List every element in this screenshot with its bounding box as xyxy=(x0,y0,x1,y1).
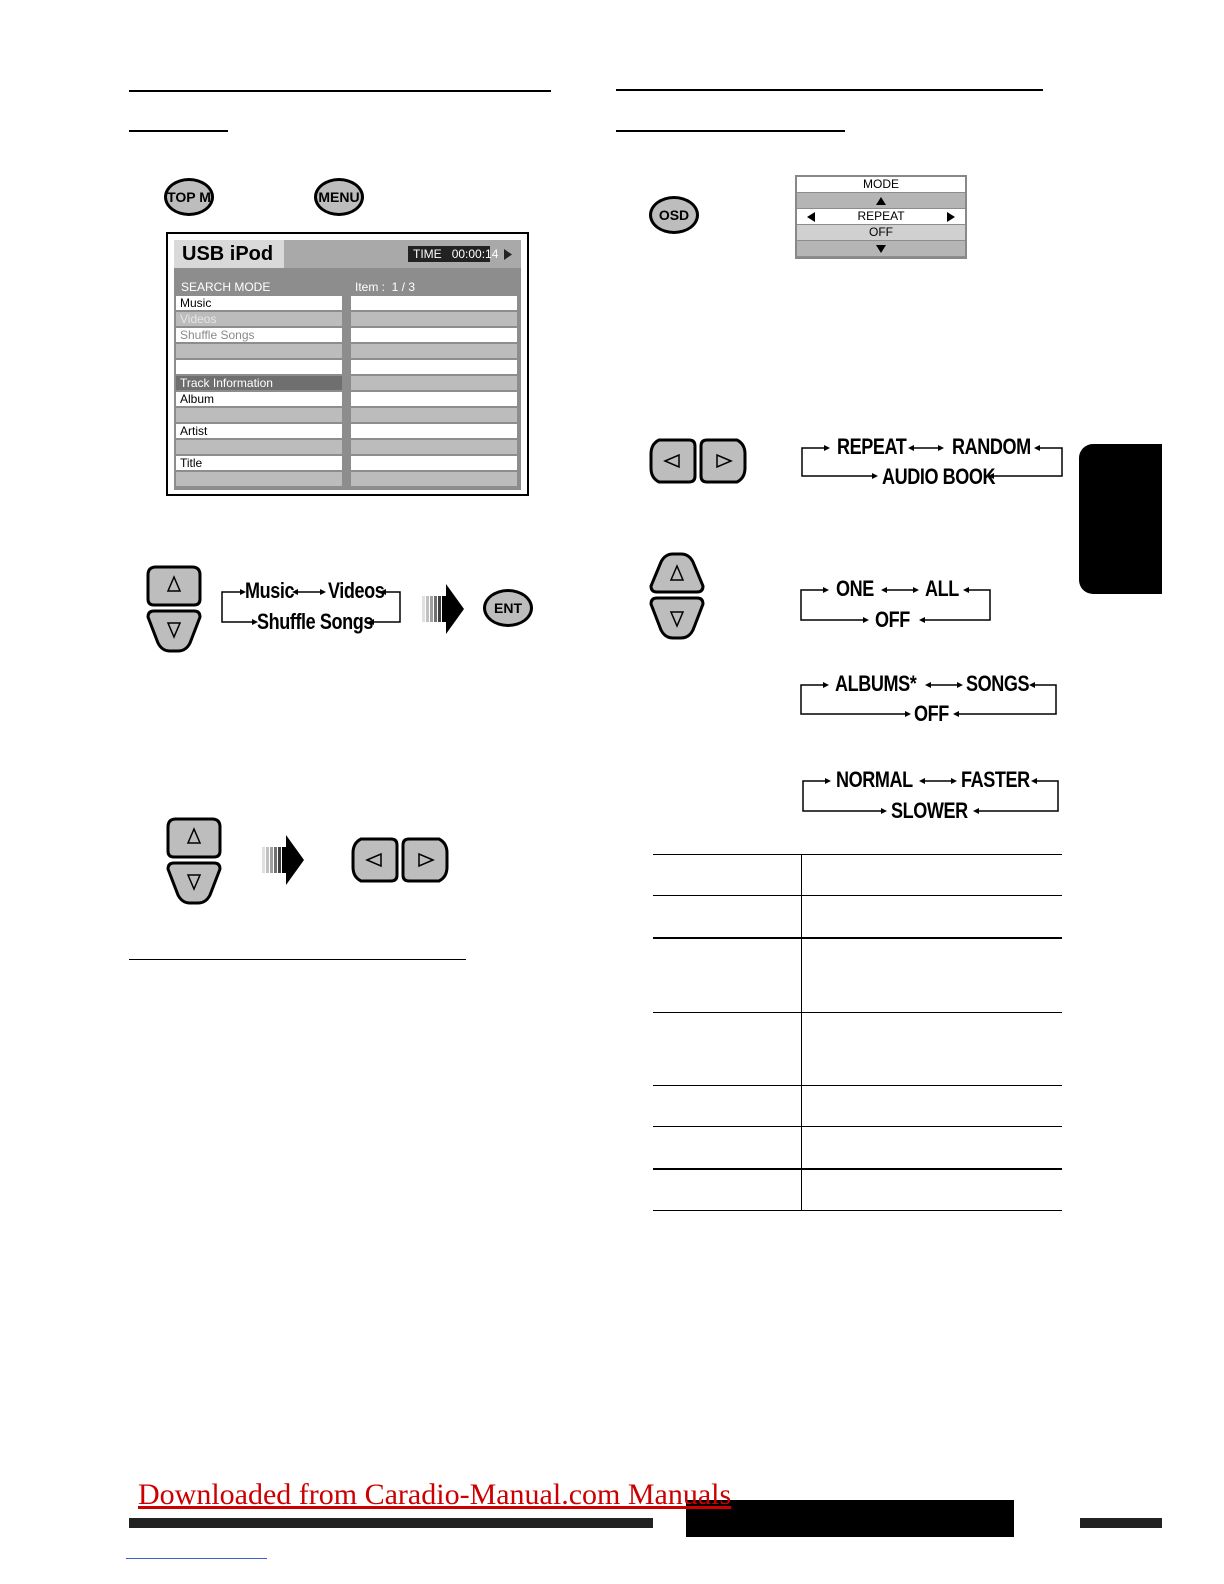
field-label: Artist xyxy=(180,424,208,438)
cycle-audio-book: AUDIO BOOK xyxy=(882,464,996,489)
osd-menu-title: MODE xyxy=(797,177,965,192)
list-item-empty xyxy=(176,360,342,374)
osd-mode-menu xyxy=(795,175,967,259)
next-step-arrow-icon xyxy=(422,584,466,634)
table-rule xyxy=(653,895,1062,896)
down-button[interactable] xyxy=(168,863,220,903)
footer-black-box xyxy=(686,1500,1014,1537)
cycle-normal: NORMAL xyxy=(836,767,913,792)
right-row xyxy=(351,456,517,470)
right-row xyxy=(351,376,517,390)
down-button[interactable] xyxy=(651,598,703,638)
right-row xyxy=(351,408,517,422)
cycle-albums: ALBUMS* xyxy=(835,671,917,696)
right-heading-rule xyxy=(616,89,1043,91)
cycle-off: OFF xyxy=(914,701,949,726)
left-subheading-rule xyxy=(129,130,228,132)
footer-bar-left xyxy=(129,1518,653,1528)
cycle-off: OFF xyxy=(875,607,910,632)
left-button[interactable] xyxy=(353,839,397,881)
usb-ipod-screen xyxy=(166,232,529,496)
table-rule xyxy=(653,937,1062,939)
list-item-label: Shuffle Songs xyxy=(180,328,255,342)
up-button[interactable] xyxy=(651,554,703,592)
mode-cycle xyxy=(800,434,1065,494)
osd-menu-selected-row[interactable] xyxy=(797,209,965,224)
osd-menu-up-row xyxy=(797,193,965,208)
field-album-value xyxy=(176,408,342,422)
field-label: Album xyxy=(180,392,215,406)
right-button[interactable] xyxy=(701,440,745,482)
top-menu-button[interactable] xyxy=(164,178,214,216)
download-source-link[interactable]: Downloaded from Caradio-Manual.com Manuals xyxy=(138,1478,732,1511)
table-rule xyxy=(653,854,1062,855)
play-icon xyxy=(504,249,514,260)
cycle-repeat: REPEAT xyxy=(837,434,907,459)
side-tab xyxy=(1079,444,1162,594)
time-display xyxy=(408,246,499,262)
right-row xyxy=(351,344,517,358)
track-info-label: Track Information xyxy=(180,376,273,390)
item-counter: Item : 1 / 3 xyxy=(355,280,416,294)
table-column-divider xyxy=(801,854,802,1211)
osd-menu-down-row xyxy=(797,241,965,256)
right-row xyxy=(351,360,517,374)
cycle-slower: SLOWER xyxy=(891,798,968,823)
table-rule xyxy=(653,1168,1062,1170)
up-button[interactable] xyxy=(168,819,220,857)
right-row xyxy=(351,312,517,326)
right-button[interactable] xyxy=(403,839,447,881)
right-row xyxy=(351,472,517,486)
right-arrow-icon xyxy=(947,212,955,222)
up-down-button-pair[interactable] xyxy=(146,565,202,653)
search-mode-cycle xyxy=(220,578,405,638)
track-info-header xyxy=(176,376,342,390)
table-rule xyxy=(653,1085,1062,1086)
right-subheading-rule xyxy=(616,130,845,132)
list-item-label: Music xyxy=(180,296,212,310)
right-row xyxy=(351,440,517,454)
field-title-value xyxy=(176,472,342,486)
next-step-arrow-icon xyxy=(262,835,306,885)
field-label: Title xyxy=(180,456,203,470)
enter-button-label: ENT xyxy=(494,600,522,616)
left-button[interactable] xyxy=(651,440,695,482)
cycle-random: RANDOM xyxy=(952,434,1031,459)
audiobook-cycle xyxy=(801,767,1061,827)
osd-menu-value-row: OFF xyxy=(797,225,965,240)
random-cycle xyxy=(799,671,1059,731)
menu-button-label: MENU xyxy=(318,189,360,205)
down-arrow-icon xyxy=(876,245,886,253)
down-button[interactable] xyxy=(148,611,200,651)
menu-button[interactable] xyxy=(314,178,364,216)
footer-bar-right xyxy=(1080,1518,1162,1528)
screen-inner xyxy=(174,240,521,490)
list-item-videos[interactable] xyxy=(176,312,342,326)
osd-menu-selected-label: REPEAT xyxy=(857,209,905,223)
right-row xyxy=(351,424,517,438)
field-title xyxy=(176,456,342,470)
right-row xyxy=(351,392,517,406)
enter-button[interactable] xyxy=(483,589,533,627)
right-row xyxy=(351,328,517,342)
table-rule xyxy=(653,1210,1062,1211)
cycle-music: Music xyxy=(245,578,295,603)
right-row xyxy=(351,296,517,310)
screen-title: USB iPod xyxy=(174,240,284,268)
cycle-videos: Videos xyxy=(328,578,385,603)
left-right-button-pair[interactable] xyxy=(351,837,449,883)
time-value: 00:00:14 xyxy=(451,247,499,261)
field-album xyxy=(176,392,342,406)
footer-link-underline xyxy=(126,1558,267,1559)
up-button[interactable] xyxy=(148,567,200,605)
cycle-shuffle-songs: Shuffle Songs xyxy=(257,609,373,634)
left-right-button-pair-right[interactable] xyxy=(649,438,747,484)
field-artist xyxy=(176,424,342,438)
time-label: TIME xyxy=(413,247,442,261)
cycle-songs: SONGS xyxy=(966,671,1030,696)
up-down-button-pair-2[interactable] xyxy=(166,817,222,905)
search-mode-label: SEARCH MODE xyxy=(181,280,271,294)
screen-topbar xyxy=(284,240,521,268)
left-section-rule xyxy=(129,959,466,960)
list-item-shuffle-songs[interactable] xyxy=(176,328,342,342)
repeat-cycle xyxy=(799,576,994,636)
list-item-label: Videos xyxy=(180,312,217,326)
list-item-empty xyxy=(176,344,342,358)
osd-button-label: OSD xyxy=(658,207,690,223)
left-arrow-icon xyxy=(807,212,815,222)
top-menu-button-label: TOP M xyxy=(167,189,211,205)
cycle-one: ONE xyxy=(836,576,874,601)
up-arrow-icon xyxy=(876,197,886,205)
osd-button[interactable] xyxy=(649,196,699,234)
cycle-faster: FASTER xyxy=(961,767,1030,792)
field-artist-value xyxy=(176,440,342,454)
list-item-music[interactable] xyxy=(176,296,342,310)
cycle-all: ALL xyxy=(925,576,959,601)
table-rule xyxy=(653,1126,1062,1127)
table-rule xyxy=(653,1012,1062,1013)
up-down-button-pair-right[interactable] xyxy=(649,552,705,640)
left-heading-rule xyxy=(129,90,551,92)
